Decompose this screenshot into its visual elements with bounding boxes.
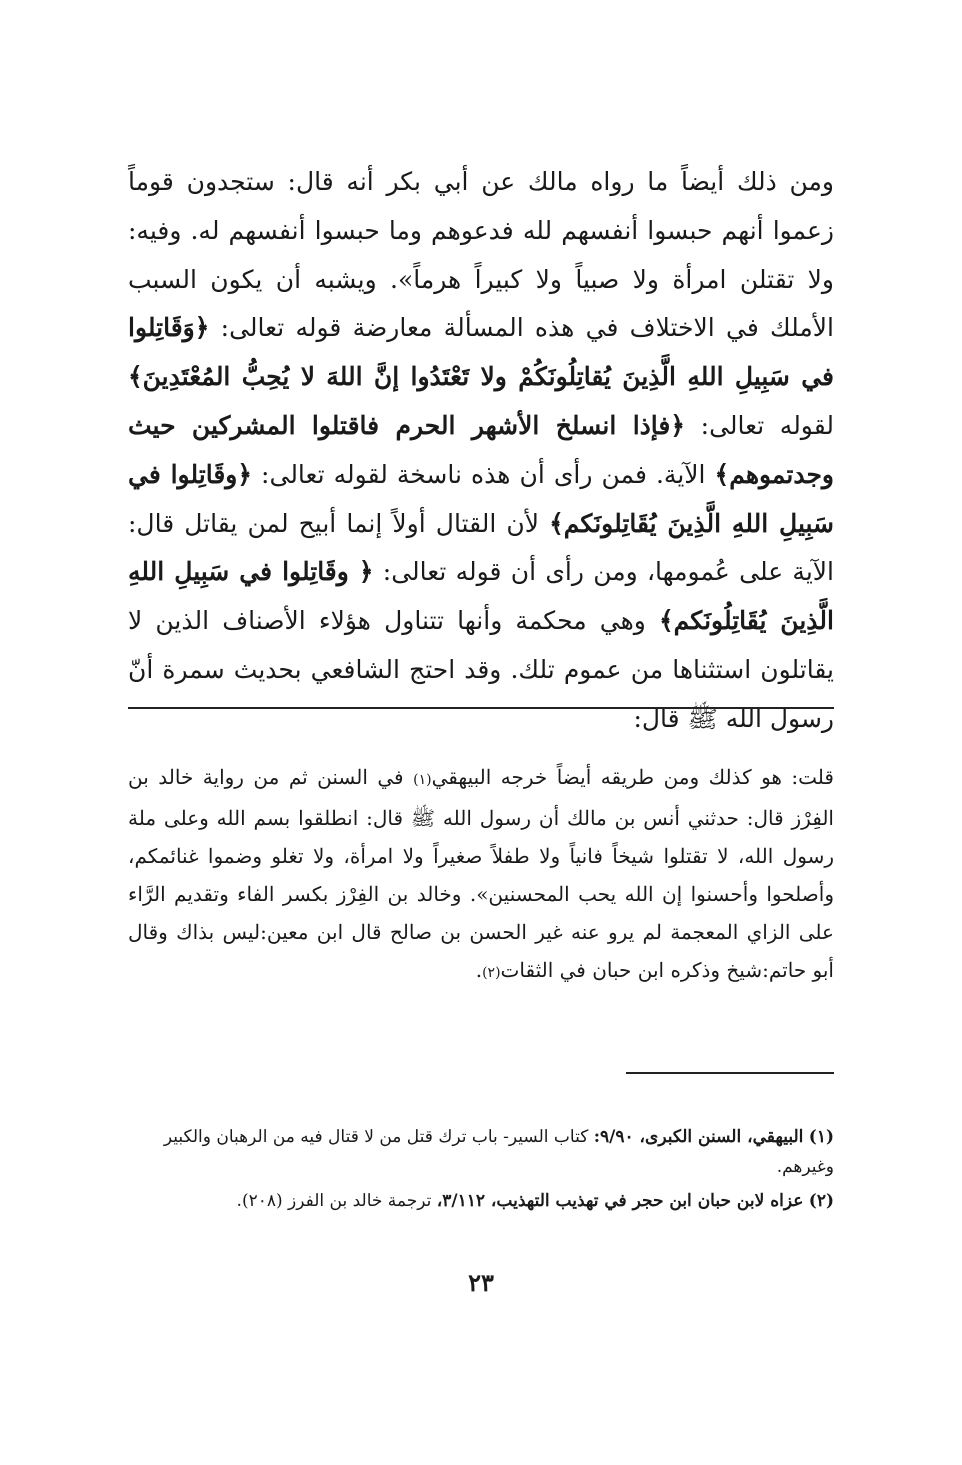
main-separator-line bbox=[128, 707, 834, 709]
footnote-ref-1: (١) bbox=[413, 772, 432, 788]
footnote-2 bbox=[128, 1186, 834, 1216]
note-text: في السنن ثم من رواية خالد بن الفِرْز قال: حدثني أنس بن مالك أن رسول الله ﷺ قال: انطلقوا بسم الله وعلى ملة رسول الله، لا تقتلوا شيخاً فانياً ولا طفلاً صغيراً ولا امرأة، ولا تغلو وضموا غنائمكم، وأصلحوا وأحسنوا إن الله يحب المحسنين». وخالد بن الفِرْز بكسر الفاء وتقديم الرَّاء على الزاي المعجمة لم يرو عنه غير الحسن بن صالح قال ابن معين:ليس بذاك وقال أبو حاتم:شيخ وذكره ابن حبان في الثقات bbox=[128, 765, 835, 982]
footnote-1 bbox=[128, 1122, 834, 1182]
footnote-source: البيهقي، السنن الكبرى، ٩/٩٠: bbox=[593, 1127, 804, 1147]
note-text: قلت: هو كذلك ومن طريقه أيضاً خرجه البيهقي bbox=[431, 765, 834, 789]
footnote-text: ترجمة خالد بن الفرز (٢٠٨). bbox=[236, 1191, 437, 1211]
footnote-number: (١) bbox=[808, 1127, 834, 1147]
note-text: . bbox=[475, 958, 483, 982]
main-body-text bbox=[128, 158, 834, 744]
quran-verse: ﴿وقَاتِلوا في سَبِيلِ اللهِ الَّذِينَ يُقَاتِلونَكم﴾ bbox=[128, 459, 834, 538]
main-sentence: ومن ذلك أيضاً ما رواه مالك عن أبي بكر أنه قال: ستجدون قوماً زعموا أنهم حبسوا أنفسهم لله فدعوهم وما حبسوا أنفسهم له. وفيه: ولا تقتلن امرأة ولا صبياً ولا كبيراً هرماً». ويشبه أن يكون السبب الأملك في الاختلاف في هذه المسألة معارضة قوله تعالى: bbox=[128, 167, 834, 343]
quran-verse: ﴿فإذا انسلخ الأشهر الحرم فاقتلوا المشركين حيث وجدتموهم﴾ bbox=[128, 410, 834, 489]
editor-note bbox=[128, 758, 834, 992]
footnote-source: عزاه لابن حبان ابن حجر في تهذيب التهذيب، ٣/١١٢، bbox=[436, 1191, 804, 1211]
main-sentence: لقوله تعالى: bbox=[685, 410, 834, 440]
quran-verse: ﴿وَقَاتِلوا في سَبِيلِ اللهِ الَّذِينَ يُقاتِلُونَكُمْ ولا تَعْتَدُوا إنَّ اللهَ لا يُحِبُّ المُعْتَدِينَ﴾ bbox=[128, 313, 834, 392]
main-paragraph bbox=[128, 158, 834, 744]
page-number: ٢٣ bbox=[468, 1268, 494, 1297]
footnote-text: كتاب السير- باب ترك قتل من لا قتال فيه من الرهبان والكبير وغيرهم. bbox=[163, 1127, 834, 1177]
main-sentence: لأن القتال أولاً إنما أبيح لمن يقاتل قال: الآية على عُمومها، ومن رأى أن قوله تعالى: bbox=[128, 508, 834, 587]
footnote-number: (٢) bbox=[808, 1191, 834, 1211]
footnote-separator-line bbox=[626, 1072, 834, 1074]
quran-verse: ﴿ وقَاتِلوا في سَبِيلِ اللهِ الَّذِينَ يُقَاتِلُونَكم﴾ bbox=[128, 557, 834, 636]
note-paragraph bbox=[128, 758, 834, 992]
main-sentence: وهي محكمة وأنها تتناول هؤلاء الأصناف الذين لا يقاتلون استثناها من عموم تلك. وقد احتج الشافعي بحديث سمرة أنّ رسول الله ﷺ قال: bbox=[128, 606, 834, 733]
footnote-ref-2: (٢) bbox=[482, 965, 501, 981]
main-sentence: الآية. فمن رأى أن هذه ناسخة لقوله تعالى: bbox=[252, 459, 715, 489]
footnotes bbox=[128, 1122, 834, 1220]
